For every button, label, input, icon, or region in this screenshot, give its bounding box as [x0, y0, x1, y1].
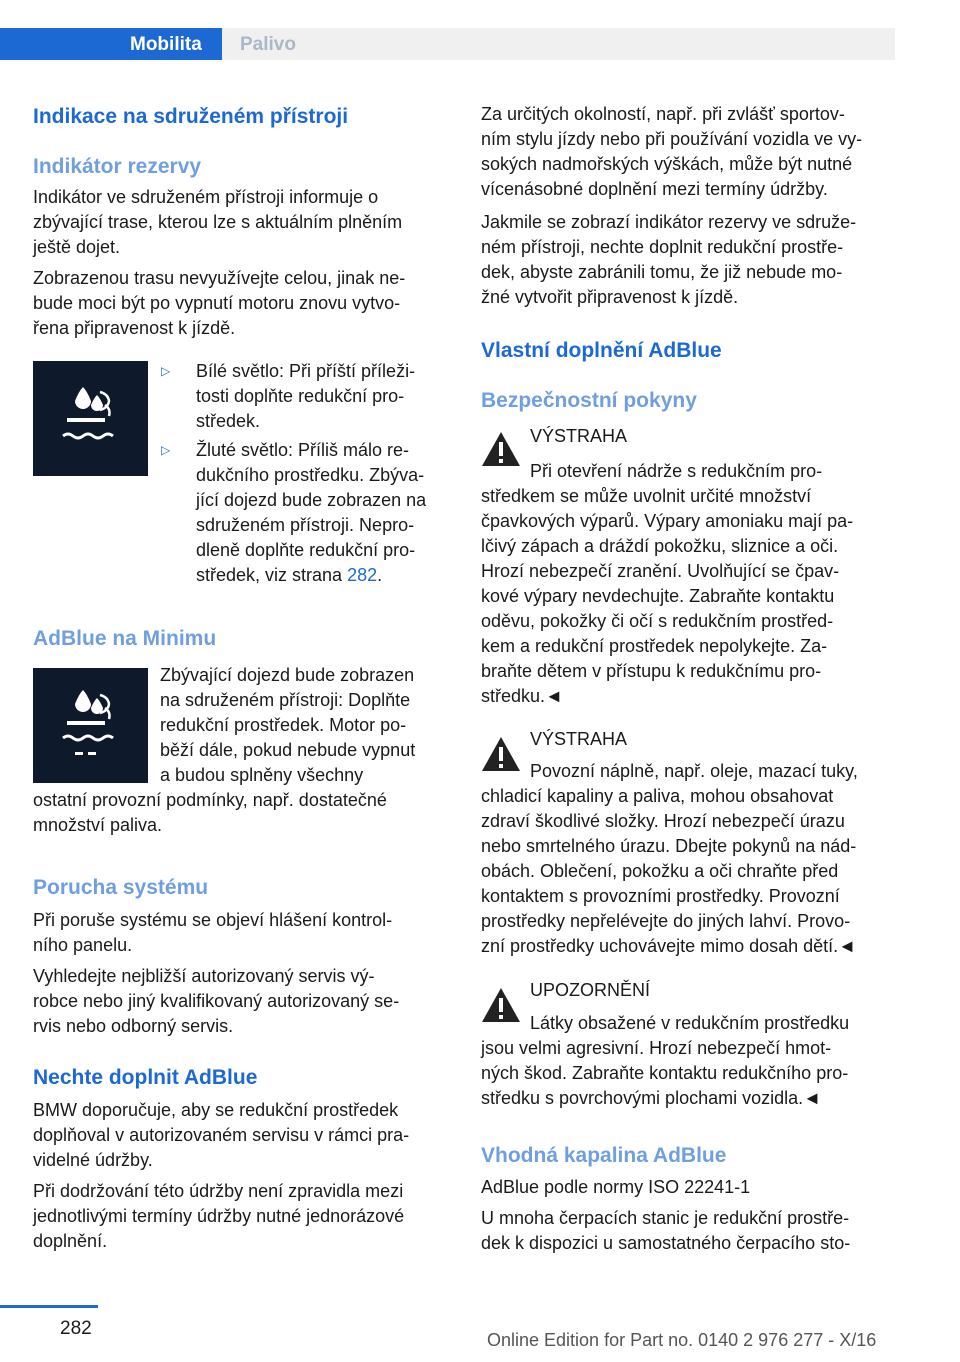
- text-line: Bílé světlo: Při příští příleži‐: [196, 361, 416, 381]
- text-line: Vyhledejte nejbližší autorizovaný servis vý‐: [33, 966, 375, 986]
- text-line: sokých nadmořských výškách, může být nutné: [481, 154, 853, 174]
- paragraph-kapalina-2: [481, 1206, 899, 1256]
- text-line: U mnoha čerpacích stanic je redukční prostře‐: [481, 1208, 850, 1228]
- right-column: [481, 98, 899, 1258]
- text-line: ných škod. Zabraňte kontaktu redukčního pro‐: [481, 1063, 849, 1083]
- text-line: sdruženém přístroji. Nepro‐: [196, 515, 415, 535]
- caution-first-line: Látky obsažené v redukčním prostředku: [530, 1013, 850, 1033]
- text-line: BMW doporučuje, aby se redukční prostředek: [33, 1100, 399, 1120]
- text-line: robce nebo jiný kvalifikovaný autorizovaný se‐: [33, 991, 400, 1011]
- warning-triangle-icon: [481, 736, 521, 772]
- bullet-triangle-icon: ▷: [161, 443, 171, 457]
- paragraph-minimu: [160, 663, 455, 788]
- warning-1-title: VÝSTRAHA: [530, 426, 628, 446]
- left-column: [33, 98, 453, 1258]
- text-line: ještě dojet.: [33, 237, 121, 257]
- page-link[interactable]: 282: [347, 565, 378, 585]
- text-line: Indikátor ve sdruženém přístroji informuje o: [33, 187, 379, 207]
- bullet-triangle-icon: ▷: [161, 364, 171, 378]
- text-line: jsou velmi agresivní. Hrozí nebezpečí hmot‐: [481, 1038, 832, 1058]
- text-line: středku.◄: [481, 686, 563, 706]
- heading-vhodna-kapalina: Vhodná kapalina AdBlue: [481, 1144, 727, 1167]
- page-number: 282: [60, 1318, 92, 1339]
- text-line: běží dále, pokud nebude vypnut: [160, 740, 416, 760]
- text-line: Jakmile se zobrazí indikátor rezervy ve sdruže‐: [481, 212, 857, 232]
- paragraph-porucha-2: [33, 964, 453, 1039]
- text-line: čpavkových výparů. Výpary amoniaku mají pa‐: [481, 511, 854, 531]
- text-line: doplňoval v autorizovaném servisu v rámci pra‐: [33, 1125, 410, 1145]
- text-span: .: [377, 565, 383, 585]
- tab-palivo-label: Palivo: [240, 34, 296, 55]
- text-line: kontaktem s provozními prostředky. Provozní: [481, 886, 840, 906]
- text-line: videlné údržby.: [33, 1150, 153, 1170]
- heading-vlastni-doplneni: Vlastní doplnění AdBlue: [481, 339, 722, 362]
- text-line: oděvu, pokožky či očí s redukčním prostřed‐: [481, 611, 834, 631]
- warning-1-first-line: Při otevření nádrže s redukčním pro‐: [530, 461, 823, 481]
- heading-indikace: Indikace na sdruženém přístroji: [33, 105, 349, 128]
- text-line: kem a redukční prostředek nepolykejte. Za‐: [481, 636, 828, 656]
- paragraph-right-1: [481, 102, 899, 202]
- text-line: ném přístroji, nechte doplnit redukční prostře‐: [481, 237, 844, 257]
- text-line: ním stylu jízdy nebo při používání vozidla ve vy‐: [481, 129, 863, 149]
- text-line: zbývající trase, kterou lze s aktuálním plněním: [33, 212, 403, 232]
- text-line: Zbývající dojezd bude zobrazen: [160, 665, 415, 685]
- text-span: středek, viz strana: [196, 565, 348, 585]
- warning-triangle-icon: [481, 431, 521, 467]
- heading-adblue-minimu: AdBlue na Minimu: [33, 627, 217, 650]
- paragraph-minimu-tail: [33, 788, 453, 838]
- footer-accent-line: [0, 1305, 98, 1308]
- footer-edition: Online Edition for Part no. 0140 2 976 277 - X/16: [487, 1330, 877, 1350]
- text-line: vícenásobné doplnění mezi termíny údržby.: [481, 179, 828, 199]
- text-line: kové výpary nevdechujte. Zabraňte kontaktu: [481, 586, 835, 606]
- text-line: ního panelu.: [33, 935, 133, 955]
- text-line: zní prostředky uchovávejte mimo dosah dětí.◄: [481, 936, 856, 956]
- text-line: množství paliva.: [33, 815, 163, 835]
- text-line: dleně doplňte redukční pro‐: [196, 540, 416, 560]
- text-line: středku s povrchovými plochami vozidla.◄: [481, 1088, 821, 1108]
- caution-title: UPOZORNĚNÍ: [530, 980, 651, 1000]
- text-line: doplnění.: [33, 1231, 108, 1251]
- text-line: [196, 563, 456, 588]
- text-line: dek, abyste zabránili tomu, že již nebude mo‐: [481, 262, 843, 282]
- text-line: Při poruše systému se objeví hlášení kontrol‐: [33, 910, 393, 930]
- text-line: rvis nebo odborný servis.: [33, 1016, 234, 1036]
- text-line: obách. Oblečení, pokožku a oči chraňte před: [481, 861, 839, 881]
- warning-2-body: [481, 784, 899, 959]
- tab-palivo[interactable]: [222, 28, 895, 60]
- text-line: redukční prostředek. Motor po‐: [160, 715, 407, 735]
- warning-1-body: [481, 484, 899, 709]
- text-line: dukčního prostředku. Zbýva‐: [196, 465, 425, 485]
- text-line: Hrozí nebezpečí zranění. Uvolňující se čpav‐: [481, 561, 840, 581]
- text-line: ostatní provozní podmínky, např. dostatečné: [33, 790, 387, 810]
- warning-2-first-line: Povozní náplně, např. oleje, mazací tuky,: [530, 761, 858, 781]
- text-line: řena připravenost k jízdě.: [33, 318, 236, 338]
- text-line: středek.: [196, 411, 261, 431]
- heading-bezpecnostni-pokyny: Bezpečnostní pokyny: [481, 389, 697, 412]
- text-line: zdraví škodlivé složky. Hrozí nebezpečí úrazu: [481, 811, 845, 831]
- paragraph-porucha-1: [33, 908, 453, 958]
- warning-2-title: VÝSTRAHA: [530, 729, 628, 749]
- heading-indikator-rezervy: Indikátor rezervy: [33, 155, 202, 178]
- paragraph-doplnit-2: [33, 1179, 453, 1254]
- paragraph-rezervy-2: [33, 266, 453, 341]
- caution-body: [481, 1036, 899, 1111]
- bullet-yellow-light: [161, 438, 453, 588]
- text-line: Žluté světlo: Příliš málo re‐: [196, 440, 410, 460]
- bullet-white-light: [161, 359, 453, 434]
- text-line: tosti doplňte redukční pro‐: [196, 386, 405, 406]
- text-line: na sdruženém přístroji: Doplňte: [160, 690, 411, 710]
- adblue-reserve-icon: [33, 361, 148, 476]
- paragraph-rezervy-1: [33, 185, 453, 260]
- caution-triangle-icon: [481, 987, 521, 1023]
- text-line: středkem se může uvolnit určité množství: [481, 486, 812, 506]
- text-line: jednotlivými termíny údržby nutné jednorázové: [33, 1206, 405, 1226]
- text-line: braňte dětem v přístupu k redukčnímu pro‐: [481, 661, 822, 681]
- text-line: Za určitých okolností, např. při zvlášť sportov‐: [481, 104, 845, 124]
- adblue-minimum-icon: [33, 668, 148, 783]
- tab-mobilita-label: Mobilita: [130, 34, 202, 55]
- header-tabs: [0, 28, 895, 60]
- text-line: Při dodržování této údržby není zpravidla mezi: [33, 1181, 404, 1201]
- text-line: prostředky nepřelévejte do jiných lahví. Provo‐: [481, 911, 851, 931]
- text-line: dek k dispozici u samostatného čerpacího sto‐: [481, 1233, 851, 1253]
- paragraph-kapalina-norm: AdBlue podle normy ISO 22241-1: [481, 1177, 751, 1197]
- tab-mobilita[interactable]: [0, 28, 222, 60]
- text-line: bude moci být po vypnutí motoru znovu vytvo‐: [33, 293, 401, 313]
- paragraph-doplnit-1: [33, 1098, 453, 1173]
- text-line: lčivý zápach a dráždí pokožku, sliznice a oči.: [481, 536, 839, 556]
- text-line: jící dojezd bude zobrazen na: [196, 490, 427, 510]
- text-line: Zobrazenou trasu nevyužívejte celou, jinak ne‐: [33, 268, 406, 288]
- text-line: chladicí kapaliny a paliva, mohou obsahovat: [481, 786, 834, 806]
- text-line: nebo smrtelného úrazu. Dbejte pokynů na nád‐: [481, 836, 857, 856]
- heading-nechte-doplnit: Nechte doplnit AdBlue: [33, 1066, 258, 1089]
- paragraph-right-2: [481, 210, 899, 310]
- heading-porucha: Porucha systému: [33, 876, 209, 899]
- text-line: a budou splněny všechny: [160, 765, 364, 785]
- text-line: žné vytvořit připravenost k jízdě.: [481, 287, 739, 307]
